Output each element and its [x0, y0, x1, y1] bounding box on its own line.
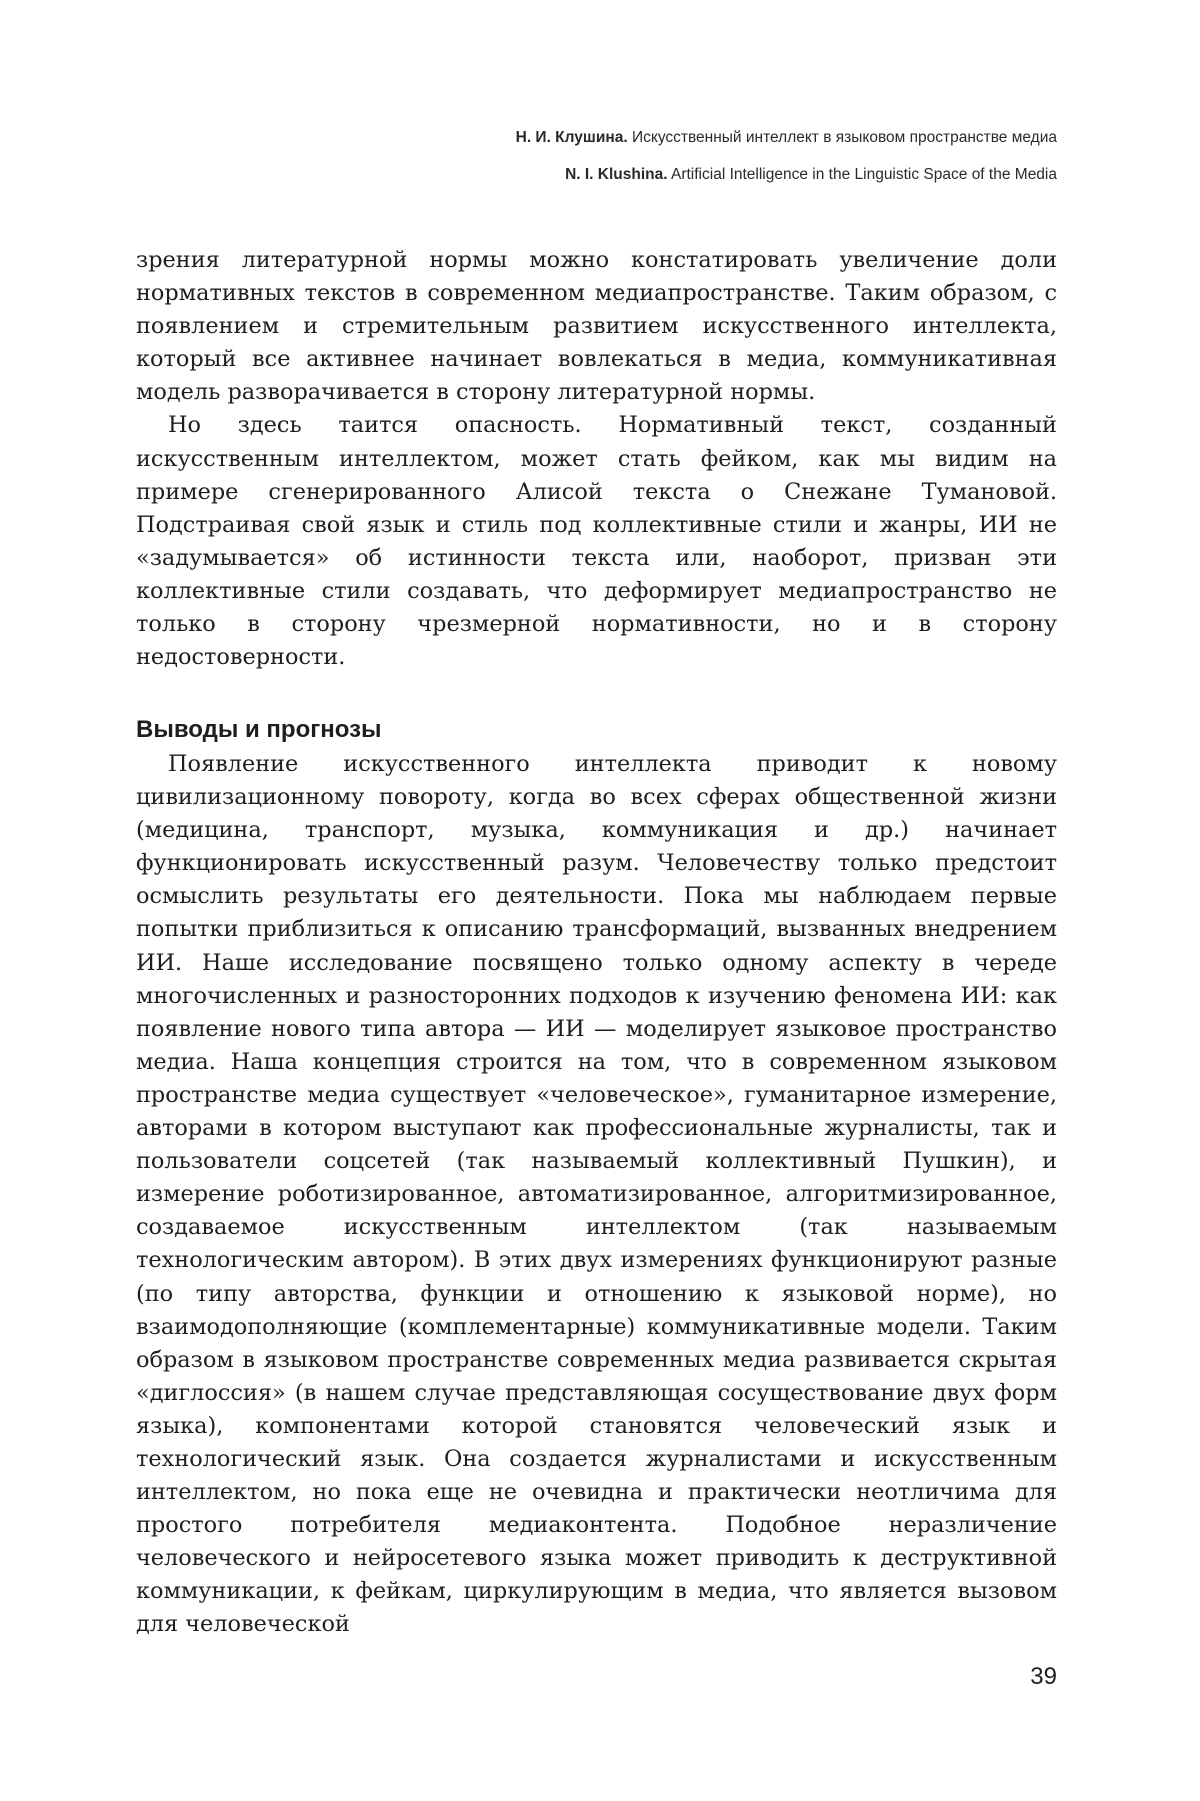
paragraph-continuation: зрения литературной нормы можно констатировать увеличение доли нормативных текстов в современном медиапространстве. Таким образом, с появлением и стремительным развитием искусственного интеллекта, который все активнее начинает вовлекаться в медиа, коммуникативная модель разворачивается в сторону литературной нормы.: [136, 247, 1057, 406]
running-head-ru-title: Искусственный интеллект в языковом пространстве медиа: [631, 129, 1057, 146]
body-text-top: [136, 244, 1057, 674]
paragraph: Но здесь таится опасность. Нормативный текст, созданный искусственным интеллектом, может стать фейком, как мы видим на примере сгенерированного Алисой текста о Снежане Тумановой. Подстраивая свой язык и стиль под коллективные стили и жанры, ИИ не «задумывается» об истинности текста или, наоборот, призван эти коллективные стили создавать, что деформирует медиапространство не только в сторону чрезмерной нормативности, но и в сторону недостоверности.: [136, 412, 1057, 671]
running-head-ru-author: Н. И. Клушина.: [515, 129, 628, 146]
running-head-ru: [516, 128, 1057, 148]
running-head-en-title: Artificial Intelligence in the Linguistic Space of the Media: [671, 166, 1057, 183]
running-head-en-author: N. I. Klushina.: [565, 166, 668, 183]
page-number: 39: [1030, 1663, 1057, 1690]
body-text-section: [136, 748, 1057, 1642]
paragraph: Появление искусственного интеллекта приводит к новому цивилизационному повороту, когда во всех сферах общественной жизни (медицина, транспорт, музыка, коммуникация и др.) начинает функционировать искусственный разум. Человечеству только предстоит осмыслить результаты его деятельности. Пока мы наблюдаем первые попытки приблизиться к описанию трансформаций, вызванных внедрением ИИ. Наше исследование посвящено только одному аспекту в череде многочисленных и разносторонних подходов к изучению феномена ИИ: как появление нового типа автора — ИИ — моделирует языковое пространство медиа. Наша концепция строится на том, что в современном языковом пространстве медиа существует «человеческое», гуманитарное измерение, авторами в котором выступают как профессиональные журналисты, так и пользователи соцсетей (так называемый коллективный Пушкин), и измерение роботизированное, автоматизированное, алгоритмизированное, создаваемое искусственным интеллектом (так называемым технологическим автором). В этих двух измерениях функционируют разные (по типу авторства, функции и отношению к языковой норме), но взаимодополняющие (комплементарные) коммуникативные модели. Таким образом в языковом пространстве современных медиа развивается скрытая «диглоссия» (в нашем случае представляющая сосуществование двух форм языка), компонентами которой становятся человеческий язык и технологический язык. Она создается журналистами и искусственным интеллектом, но пока еще не очевидна и практически неотличима для простого потребителя медиаконтента. Подобное неразличение человеческого и нейросетевого языка может приводить к деструктивной коммуникации, к фейкам, циркулирующим в медиа, что является вызовом для человеческой: [136, 751, 1057, 1638]
running-head-en: [565, 165, 1057, 185]
section-heading: Выводы и прогнозы: [136, 716, 382, 743]
